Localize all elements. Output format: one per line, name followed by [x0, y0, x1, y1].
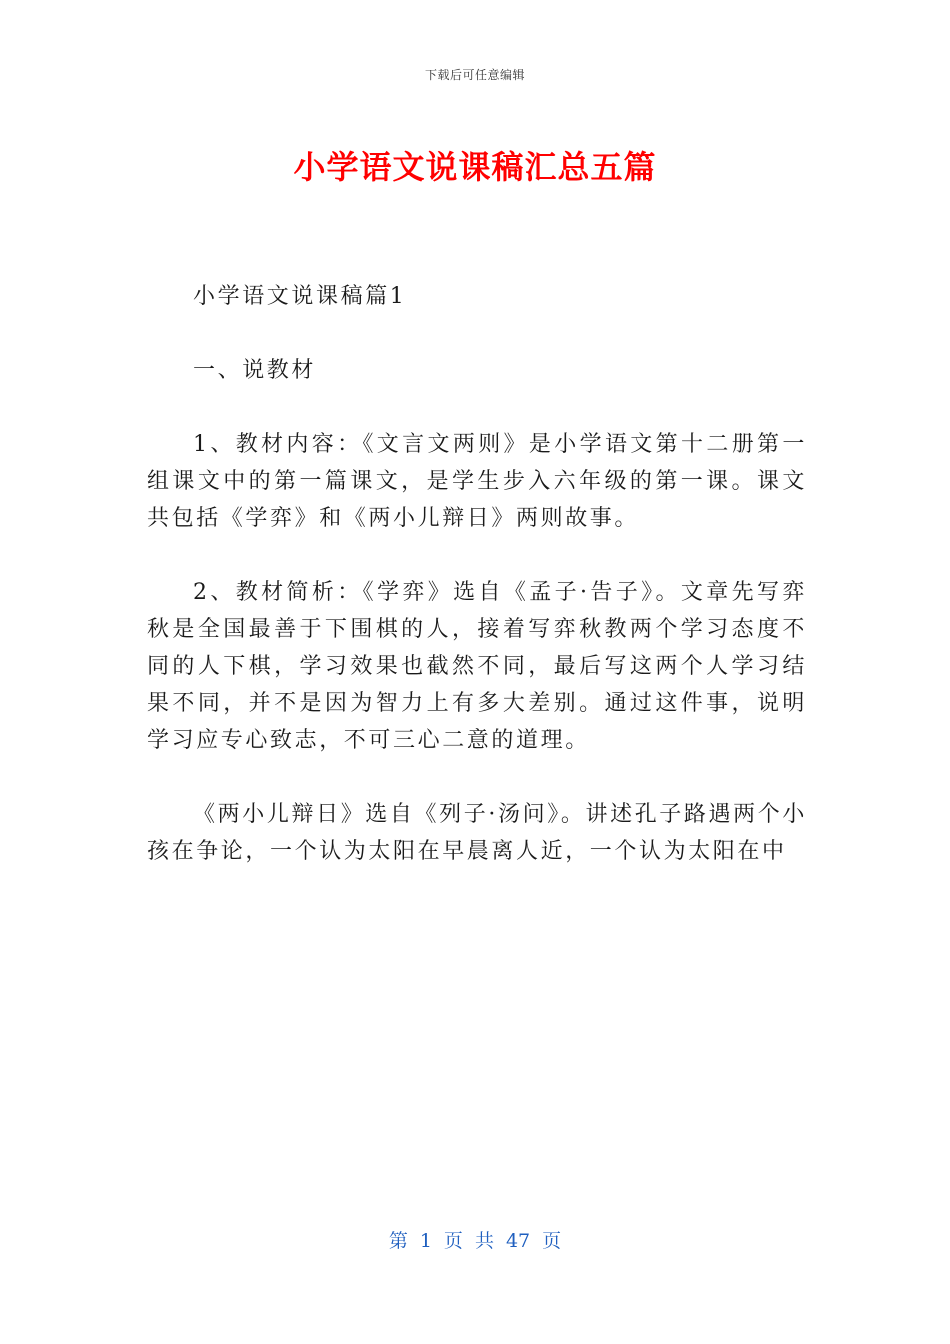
- section-heading: 小学语文说课稿篇1: [193, 284, 407, 309]
- subsection-heading: 一、说教材: [193, 358, 317, 383]
- footer-prefix: 第: [388, 1230, 408, 1252]
- document-title: 小学语文说课稿汇总五篇: [293, 148, 657, 186]
- page-footer: [0, 1226, 950, 1253]
- page-number: 1: [419, 1230, 432, 1252]
- page-total: 47: [505, 1230, 531, 1252]
- footer-mid: 页 共: [443, 1230, 494, 1252]
- body-paragraph: 2、教材简析：《学弈》选自《孟子·告子》。文章先写弈秋是全国最善于下围棋的人，接着写弈秋教两个学习态度不同的人下棋，学习效果也截然不同，最后写这两个人学习结果不同，并不是因为智力上有多大差别。通过这件事，说明学习应专心致志，不可三心二意的道理。: [147, 580, 807, 753]
- header-note: 下载后可任意编辑: [424, 68, 525, 82]
- body-paragraph: 《两小儿辩日》选自《列子·汤问》。讲述孔子路遇两个小孩在争论，一个认为太阳在早晨离人近，一个认为太阳在中: [147, 802, 807, 864]
- body-paragraph: 1、教材内容：《文言文两则》是小学语文第十二册第一组课文中的第一篇课文，是学生步入六年级的第一课。课文共包括《学弈》和《两小儿辩日》两则故事。: [147, 432, 807, 531]
- footer-suffix: 页: [542, 1230, 562, 1252]
- document-body: [147, 278, 807, 907]
